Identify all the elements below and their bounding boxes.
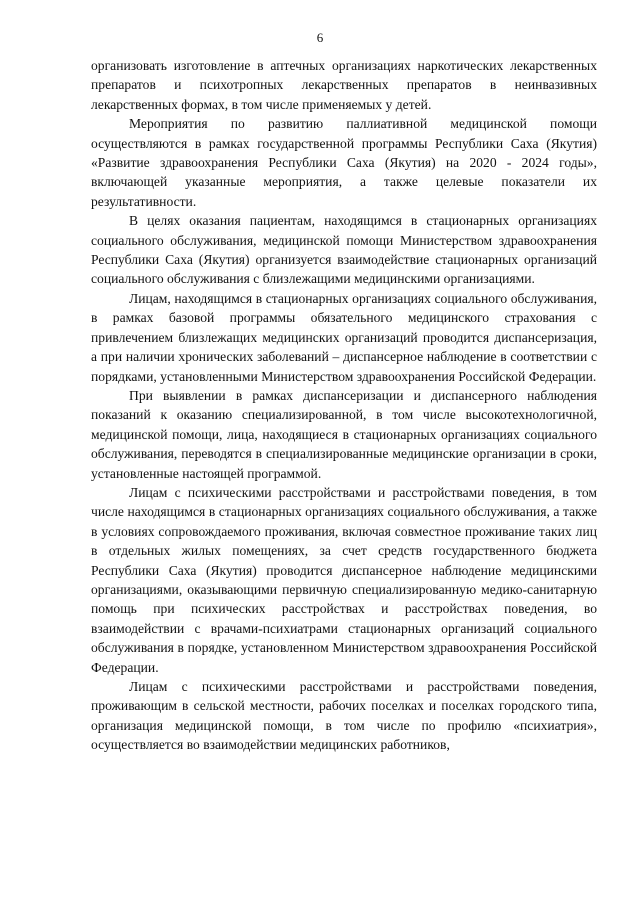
paragraph-mental-health-observation: Лицам с психическими расстройствами и расстройствами поведения, в том числе находящимся в стационарных организациях социального обслуживания, а также в условиях сопровождаемого проживания, включая совместное проживание таких лиц в отдельных жилых помещениях, за счет средств государственного бюджета Республики Саха (Якутия) проводится диспансерное наблюдение медицинскими организациями, оказывающими первичную специализированную медико-санитарную помощь при психических расстройствах и расстройствах поведения, во взаимодействии с врачами-психиатрами стационарных организаций социального обслуживания в порядке, установленном Министерством здравоохранения Российской Федерации. [91,484,597,675]
paragraph-rural-mental-health: Лицам с психическими расстройствами и расстройствами поведения, проживающим в сельской местности, рабочих поселках и поселках городского типа, организация медицинской помощи, в том числе по профилю «психиатрия», осуществляется во взаимодействии медицинских работников, [91,679,597,753]
paragraph-social-institutions: В целях оказания пациентам, находящимся в стационарных организациях социального обслуживания, медицинской помощи Министерством здравоохранения Республики Саха (Якутия) организуется взаимодействие стационарных организаций социального обслуживания с близлежащими медицинскими организациями. [91,213,597,287]
paragraph-continued: организовать изготовление в аптечных организациях наркотических лекарственных препаратов и психотропных лекарственных препаратов в неинвазивных лекарственных формах, в том числе применяемых у детей. [91,58,597,112]
page-number: 6 [316,30,324,45]
paragraph-palliative-programs: Мероприятия по развитию паллиативной медицинской помощи осуществляются в рамках государственной программы Республики Саха (Якутия) «Развитие здравоохранения Республики Саха (Якутия) на 2020 - 2024 годы», включающей указанные мероприятия, а также целевые показатели их результативности. [91,116,597,209]
document-body [91,56,597,755]
paragraph-dispensary-examination: Лицам, находящимся в стационарных организациях социального обслуживания, в рамках базовой программы обязательного медицинского страхования с привлечением близлежащих медицинских организаций проводится диспансеризация, а при наличии хронических заболеваний – диспансерное наблюдение в соответствии с порядками, установленными Министерством здравоохранения Российской Федерации. [91,290,597,384]
paragraph-specialized-care: При выявлении в рамках диспансеризации и диспансерного наблюдения показаний к оказанию специализированной, в том числе высокотехнологичной, медицинской помощи, лица, находящиеся в стационарных организациях социального обслуживания, переводятся в специализированные медицинские организации в сроки, установленные настоящей программой. [91,387,597,481]
